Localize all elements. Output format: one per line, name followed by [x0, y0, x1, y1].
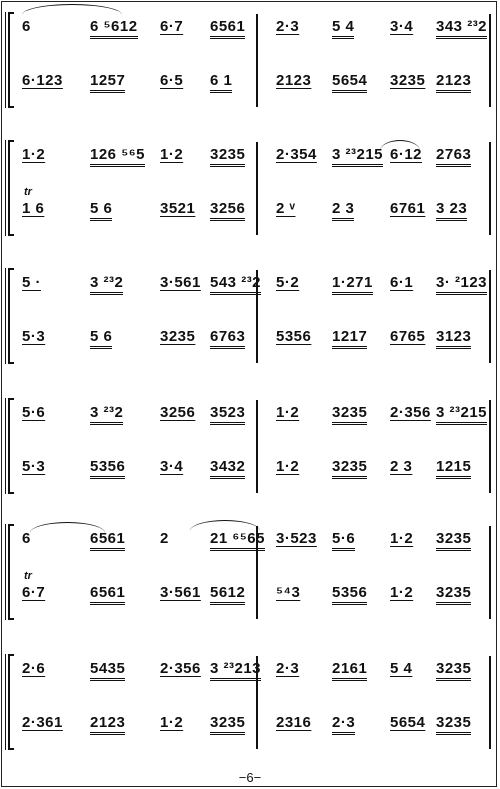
note-group: 6761: [390, 200, 426, 217]
note-group: ⁵⁴3: [276, 584, 301, 601]
lower-part: [0, 186, 500, 230]
score-system: [0, 262, 500, 372]
note-group: 543 ²³2: [210, 274, 261, 295]
note-group: 21 ⁶⁵65: [210, 530, 265, 551]
note-group: 5 4: [390, 660, 413, 677]
note-group: 2316: [276, 714, 312, 731]
note-group: 3 ²³215: [436, 404, 487, 425]
note-group: 3·4: [390, 18, 414, 35]
score-system: [0, 392, 500, 502]
note-group: 5356: [332, 584, 367, 605]
page-number: −6−: [238, 770, 262, 785]
note-group: 6·7: [160, 18, 184, 35]
upper-part: [0, 274, 500, 304]
lower-part: [0, 714, 500, 744]
score-system: [0, 134, 500, 244]
note-group: 1·2: [390, 530, 414, 547]
note-group: 6: [22, 530, 31, 547]
note-group: 3235: [210, 146, 245, 167]
lower-part: [0, 458, 500, 488]
note-group: 3235: [160, 328, 196, 345]
note-group: 5654: [390, 714, 426, 731]
trill-mark: tr: [24, 186, 32, 198]
note-group: 6763: [210, 328, 245, 349]
upper-part: [0, 18, 500, 48]
note-group: 6 ⁵612: [90, 18, 138, 39]
note-group: 5654: [332, 72, 367, 93]
trill-mark: tr: [24, 570, 32, 582]
score-system: [0, 648, 500, 758]
note-group: 5·6: [332, 530, 355, 551]
note-group: 1217: [332, 328, 367, 349]
note-group: 6·5: [160, 72, 184, 89]
note-group: 6·1: [390, 274, 414, 291]
note-group: 5612: [210, 584, 245, 605]
note-group: 6561: [90, 530, 125, 551]
note-group: 6·7: [22, 584, 46, 601]
note-group: 3256: [210, 200, 245, 221]
note-group: 2·3: [276, 18, 300, 35]
note-group: 5435: [90, 660, 125, 681]
note-group: 3235: [210, 714, 245, 735]
note-group: 2 3: [390, 458, 413, 475]
note-group: 6561: [210, 18, 245, 39]
note-group: 5 4: [332, 18, 354, 39]
note-group: 1·2: [22, 146, 46, 163]
note-group: 3· ²123: [436, 274, 487, 295]
note-group: 2·354: [276, 146, 317, 163]
note-group: 2: [160, 530, 169, 547]
note-group: 5356: [90, 458, 125, 479]
note-group: 2 3: [332, 200, 354, 221]
note-group: 2·356: [390, 404, 431, 421]
note-group: 2123: [90, 714, 125, 735]
note-group: 5·3: [22, 458, 46, 475]
note-group: 3235: [436, 584, 471, 605]
note-group: 3 ²³215: [332, 146, 383, 167]
note-group: 2123: [276, 72, 312, 89]
note-group: 2·356: [160, 660, 201, 677]
note-group: 1·2: [160, 146, 184, 163]
note-group: 3235: [390, 72, 426, 89]
note-group: 3·4: [160, 458, 184, 475]
note-group: 3523: [210, 404, 245, 425]
note-group: 6: [22, 18, 31, 35]
note-group: 6561: [90, 584, 125, 605]
score-system: [0, 518, 500, 628]
lower-part: [0, 72, 500, 102]
note-group: 3123: [436, 328, 471, 349]
note-group: 126 ⁵⁶5: [90, 146, 145, 167]
note-group: 3·561: [160, 274, 201, 291]
note-group: 3·523: [276, 530, 317, 547]
note-group: 5 ·: [22, 274, 42, 291]
note-group: 3 ²³213: [210, 660, 261, 681]
note-group: 1·2: [276, 458, 300, 475]
note-group: 5 6: [90, 200, 112, 221]
note-group: 1·2: [390, 584, 414, 601]
note-group: 2·3: [332, 714, 355, 735]
note-group: 6·123: [22, 72, 63, 89]
note-group: 3256: [160, 404, 196, 421]
note-group: 2·361: [22, 714, 63, 731]
note-group: 3235: [436, 714, 471, 735]
note-group: 1215: [436, 458, 471, 479]
note-group: 1·2: [276, 404, 300, 421]
note-group: 5·6: [22, 404, 46, 421]
note-group: 2123: [436, 72, 471, 93]
upper-part: [0, 530, 500, 560]
lower-part: [0, 570, 500, 614]
note-group: 5·3: [22, 328, 46, 345]
upper-part: [0, 660, 500, 690]
note-group: 3 ²³2: [90, 404, 123, 425]
note-group: 6765: [390, 328, 426, 345]
note-group: 3 ²³2: [90, 274, 123, 295]
note-group: 1 6: [22, 200, 45, 217]
note-group: 6·12: [390, 146, 423, 163]
note-group: 2763: [436, 146, 471, 167]
note-group: 2 ᵛ: [276, 200, 296, 217]
upper-part: [0, 146, 500, 176]
note-group: 6 1: [210, 72, 232, 93]
note-group: 3521: [160, 200, 196, 217]
lower-part: [0, 328, 500, 358]
note-group: 3 23: [436, 200, 467, 221]
note-group: 343 ²³2: [436, 18, 487, 39]
note-group: 2·6: [22, 660, 46, 677]
note-group: 1257: [90, 72, 125, 93]
note-group: 3432: [210, 458, 245, 479]
note-group: 3235: [436, 530, 471, 551]
note-group: 5·2: [276, 274, 300, 291]
note-group: 3235: [332, 404, 367, 425]
note-group: 5 6: [90, 328, 112, 349]
note-group: 1·271: [332, 274, 373, 295]
note-group: 3235: [436, 660, 471, 681]
note-group: 2161: [332, 660, 367, 681]
note-group: 3235: [332, 458, 367, 479]
note-group: 3·561: [160, 584, 201, 601]
note-group: 5356: [276, 328, 312, 345]
upper-part: [0, 404, 500, 434]
note-group: 1·2: [160, 714, 184, 731]
note-group: 2·3: [276, 660, 300, 677]
score-system: [0, 6, 500, 116]
